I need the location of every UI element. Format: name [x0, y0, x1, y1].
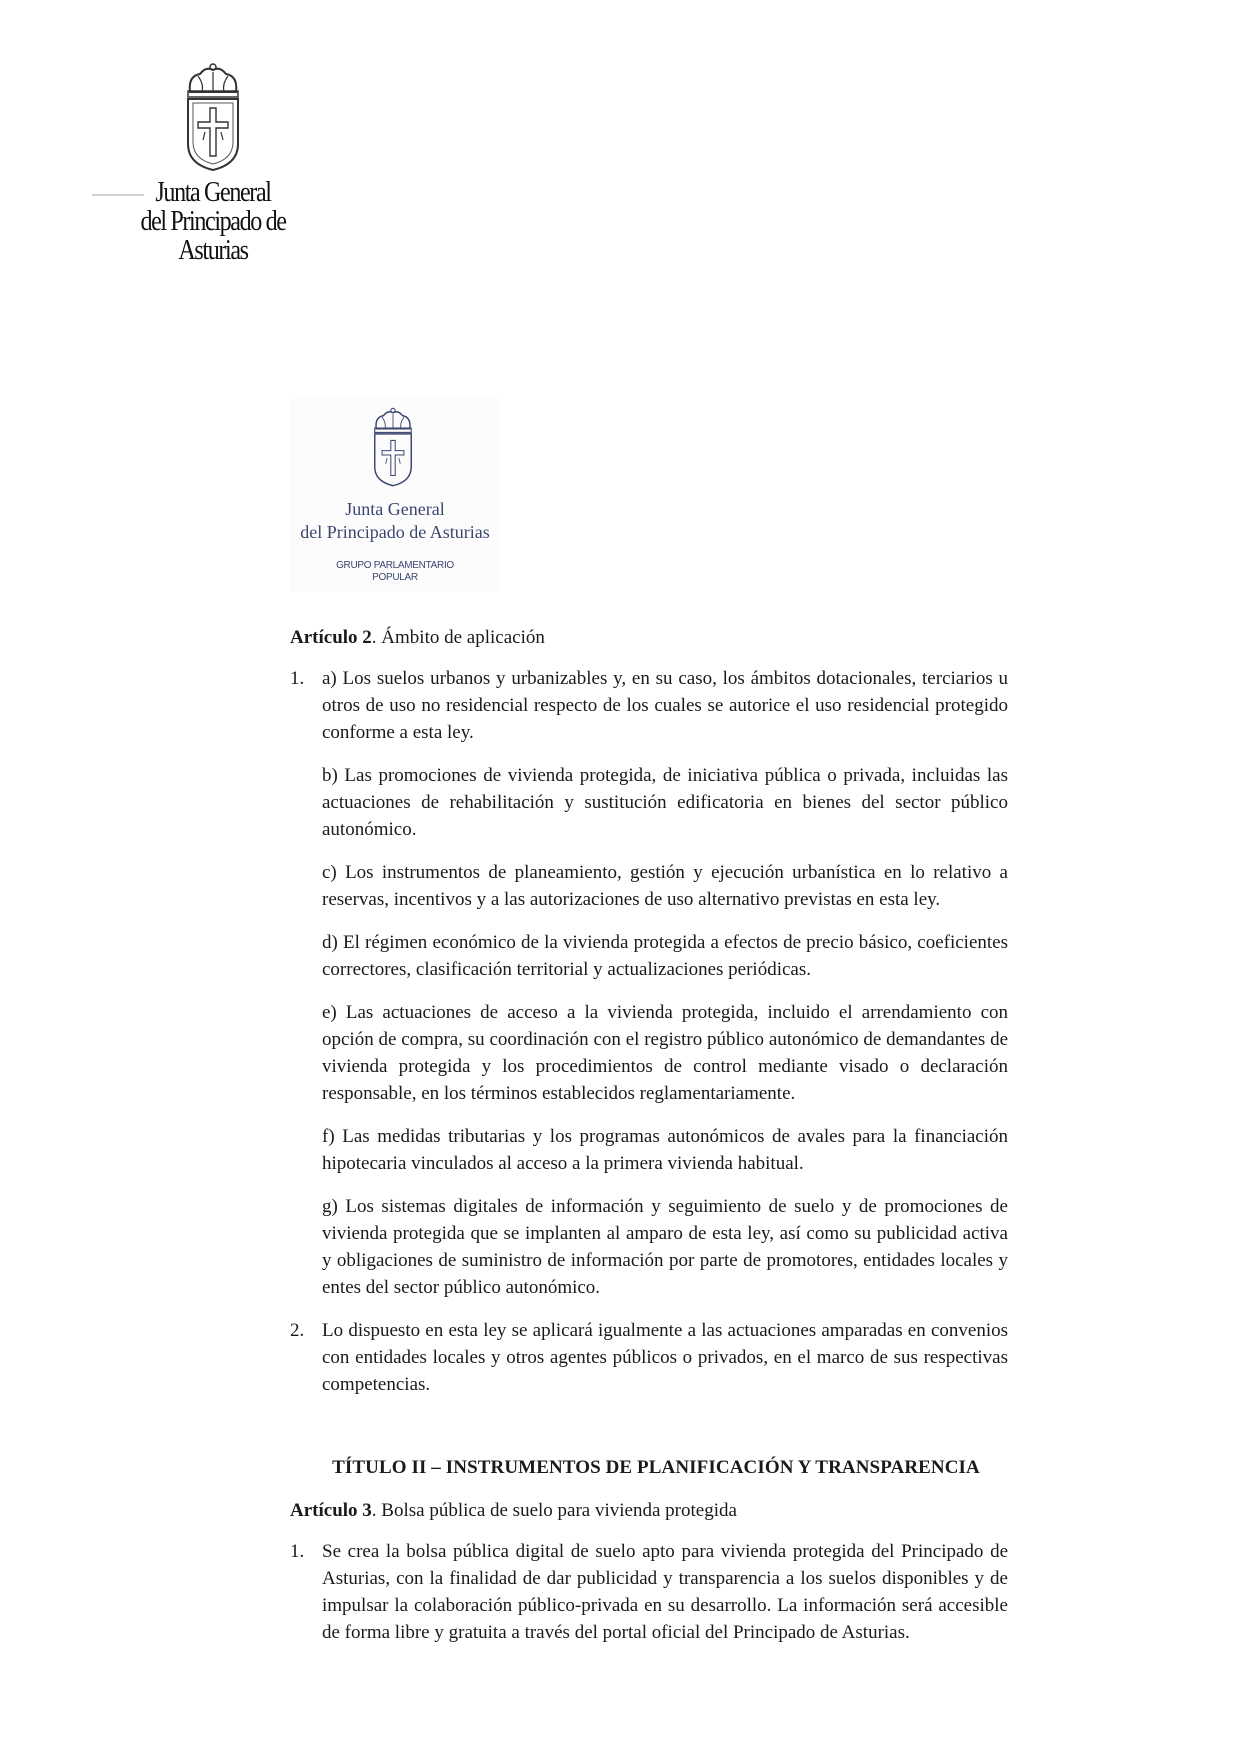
article-2-label: Artículo 2	[290, 627, 372, 648]
list-item	[290, 1538, 1008, 1646]
group-logo-line1: Junta General	[345, 499, 445, 519]
article-2-list	[290, 665, 1008, 1398]
asturias-crest-icon	[176, 62, 250, 172]
document-body	[290, 624, 1008, 1662]
article-3-heading	[290, 1497, 1008, 1524]
paragraph-c: c) Los instrumentos de planeamiento, gestión y ejecución urbanística en lo relativo a reservas, incentivos y a las autorizaciones de uso alternativo previstas en esta ley.	[322, 862, 1008, 910]
article-3-label: Artículo 3	[290, 1500, 372, 1521]
paragraph-e: e) Las actuaciones de acceso a la vivienda protegida, incluido el arrendamiento con opción de compra, su coordinación con el registro público autonómico de demandantes de vivienda protegida y los procedimientos de control mediante visado o declaración responsable, en los términos establecidos reglamentariamente.	[322, 1002, 1008, 1104]
item-number: 1.	[290, 668, 305, 689]
group-name-line1: GRUPO PARLAMENTARIO	[336, 560, 454, 571]
list-item	[290, 665, 1008, 1301]
institution-name-line1: Junta General	[155, 177, 271, 208]
paragraph-a: a) Los suelos urbanos y urbanizables y, en su caso, los ámbitos dotacionales, terciarios u otros de uso no residencial respecto de los cuales se autorice el uso residencial protegido conforme a esta ley.	[322, 668, 1008, 743]
paragraph: Se crea la bolsa pública digital de suelo apto para vivienda protegida del Principado de Asturias, con la finalidad de dar publicidad y transparencia a los suelos disponibles y de impulsar la colaboración público-privada en su desarrollo. La información será accesible de forma libre y gratuita a través del portal oficial del Principado de Asturias.	[322, 1541, 1008, 1643]
list-item	[290, 1317, 1008, 1398]
paragraph-g: g) Los sistemas digitales de información y seguimiento de suelo y de promociones de vivienda protegida que se implanten al amparo de esta ley, así como su publicidad activa y obligaciones de suministro de información por parte de promotores, entidades locales y entes del sector público autonómico.	[322, 1196, 1008, 1298]
item-number: 1.	[290, 1541, 305, 1562]
title-ii-heading: TÍTULO II – INSTRUMENTOS DE PLANIFICACIÓN Y TRANSPARENCIA	[332, 1457, 980, 1478]
item-number: 2.	[290, 1320, 305, 1341]
group-name-line2: POPULAR	[372, 572, 418, 583]
paragraph: Lo dispuesto en esta ley se aplicará igualmente a las actuaciones amparadas en convenios con entidades locales y otros agentes públicos o privados, en el marco de sus respectivas competencias.	[322, 1320, 1008, 1395]
institution-name	[106, 178, 321, 265]
paragraph-f: f) Las medidas tributarias y los programas autonómicos de avales para la financiación hipotecaria vinculados al acceso a la primera vivienda habitual.	[322, 1126, 1008, 1174]
group-logo-institution	[290, 498, 500, 544]
group-name	[290, 560, 500, 584]
group-logo-line2: del Principado de Asturias	[300, 522, 490, 542]
group-logo	[290, 398, 500, 592]
paragraph-d: d) El régimen económico de la vivienda protegida a efectos de precio básico, coeficientes correctores, clasificación territorial y actualizaciones periódicas.	[322, 932, 1008, 980]
article-2-heading	[290, 624, 1008, 651]
paragraph-b: b) Las promociones de vivienda protegida, de iniciativa pública o privada, incluidas las actuaciones de rehabilitación y sustitución edificatoria en bienes del sector público autonómico.	[322, 765, 1008, 840]
article-3-title: . Bolsa pública de suelo para vivienda protegida	[371, 1500, 737, 1521]
article-3-list	[290, 1538, 1008, 1646]
header-divider	[92, 194, 144, 196]
article-2-title: . Ámbito de aplicación	[371, 627, 545, 648]
asturias-crest-icon	[366, 402, 420, 492]
institution-name-line2: del Principado de Asturias	[140, 206, 286, 266]
